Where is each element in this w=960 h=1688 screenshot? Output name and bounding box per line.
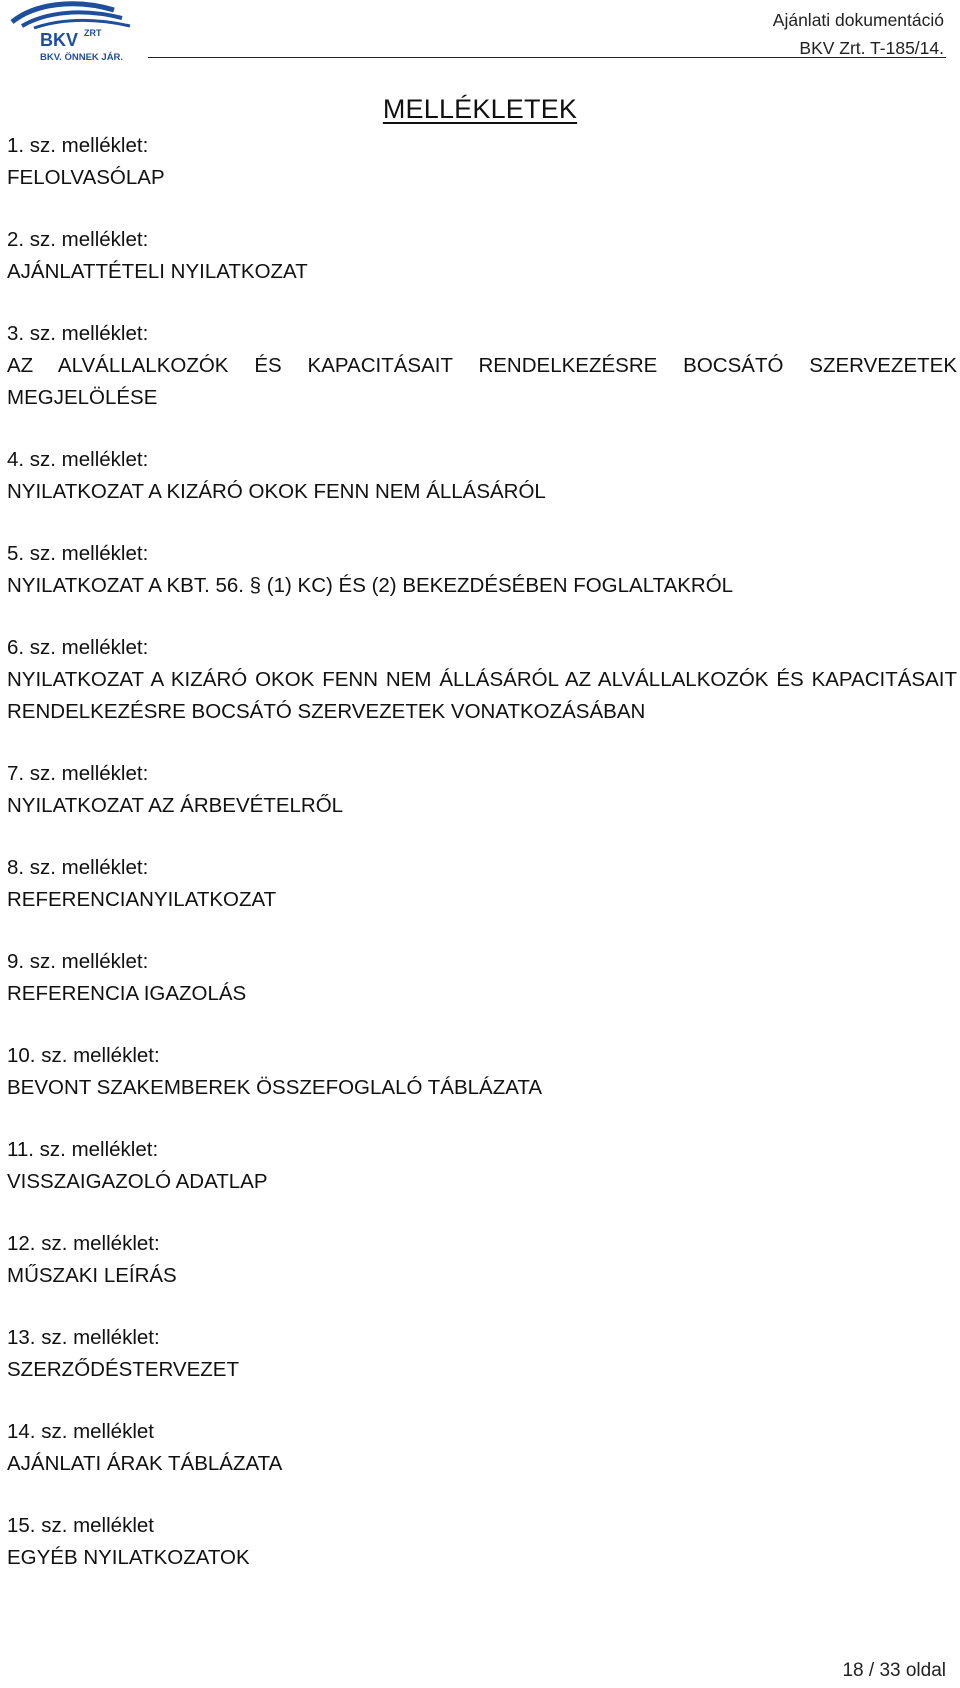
list-item bbox=[7, 1510, 957, 1574]
document-type: Ajánlati dokumentáció bbox=[772, 10, 944, 30]
annex-title: AJÁNLATTÉTELI NYILATKOZAT bbox=[7, 260, 308, 283]
annex-number: 15. sz. melléklet bbox=[7, 1514, 154, 1537]
annex-title: EGYÉB NYILATKOZATOK bbox=[7, 1546, 250, 1569]
annex-number: 2. sz. melléklet: bbox=[7, 228, 149, 251]
list-item bbox=[7, 1228, 957, 1292]
logo-slogan: BKV. ÖNNEK JÁR. bbox=[40, 52, 124, 63]
document-ref-number: BKV Zrt. T-185/14. bbox=[799, 38, 944, 58]
annex-title: AJÁNLATI ÁRAK TÁBLÁZATA bbox=[7, 1452, 283, 1475]
annex-title: NYILATKOZAT A KIZÁRÓ OKOK FENN NEM ÁLLÁSÁRÓL AZ ALVÁLLALKOZÓK ÉS KAPACITÁSAIT RENDELKEZÉSRE BOCSÁTÓ SZERVEZETEK VONATKOZÁSÁBAN bbox=[7, 668, 957, 723]
annex-number: 13. sz. melléklet: bbox=[7, 1326, 160, 1349]
attachment-list bbox=[7, 130, 957, 1604]
list-item bbox=[7, 444, 957, 508]
annex-title: NYILATKOZAT AZ ÁRBEVÉTELRŐL bbox=[7, 794, 344, 817]
list-item bbox=[7, 1134, 957, 1198]
annex-number: 12. sz. melléklet: bbox=[7, 1232, 160, 1255]
header-divider bbox=[148, 57, 946, 58]
annex-title: NYILATKOZAT A KIZÁRÓ OKOK FENN NEM ÁLLÁSÁRÓL bbox=[7, 480, 546, 503]
annex-title: REFERENCIA IGAZOLÁS bbox=[7, 982, 247, 1005]
list-item bbox=[7, 758, 957, 822]
annex-number: 4. sz. melléklet: bbox=[7, 448, 149, 471]
list-item bbox=[7, 946, 957, 1010]
annex-number: 9. sz. melléklet: bbox=[7, 950, 149, 973]
page-title: MELLÉKLETEK bbox=[382, 94, 578, 124]
logo-wordmark: BKV bbox=[40, 30, 79, 50]
page-header bbox=[0, 0, 960, 64]
annex-number: 14. sz. melléklet bbox=[7, 1420, 154, 1443]
annex-number: 6. sz. melléklet: bbox=[7, 636, 149, 659]
annex-number: 10. sz. melléklet: bbox=[7, 1044, 160, 1067]
annex-title: REFERENCIANYILATKOZAT bbox=[7, 888, 277, 911]
list-item bbox=[7, 130, 957, 194]
list-item bbox=[7, 224, 957, 288]
annex-number: 11. sz. melléklet: bbox=[7, 1138, 159, 1161]
page-number: 18 / 33 oldal bbox=[842, 1660, 946, 1681]
list-item bbox=[7, 632, 957, 728]
list-item bbox=[7, 1322, 957, 1386]
annex-title: VISSZAIGAZOLÓ ADATLAP bbox=[7, 1170, 268, 1193]
document-reference bbox=[773, 6, 944, 62]
list-item bbox=[7, 538, 957, 602]
annex-number: 8. sz. melléklet: bbox=[7, 856, 149, 879]
annex-title: FELOLVASÓLAP bbox=[7, 166, 165, 189]
annex-title: MŰSZAKI LEÍRÁS bbox=[7, 1264, 177, 1287]
list-item bbox=[7, 1416, 957, 1480]
annex-title: AZ ALVÁLLALKOZÓK ÉS KAPACITÁSAIT RENDELKEZÉSRE BOCSÁTÓ SZERVEZETEK MEGJELÖLÉSE bbox=[7, 354, 957, 409]
annex-title: SZERZŐDÉSTERVEZET bbox=[7, 1358, 239, 1381]
list-item bbox=[7, 318, 957, 414]
annex-number: 3. sz. melléklet: bbox=[7, 322, 149, 345]
logo-superscript: ZRT bbox=[84, 28, 102, 38]
annex-number: 5. sz. melléklet: bbox=[7, 542, 149, 565]
annex-number: 1. sz. melléklet: bbox=[7, 134, 149, 157]
annex-title: NYILATKOZAT A KBT. 56. § (1) KC) ÉS (2) BEKEZDÉSÉBEN FOGLALTAKRÓL bbox=[7, 574, 734, 597]
list-item bbox=[7, 852, 957, 916]
list-item bbox=[7, 1040, 957, 1104]
bkv-logo bbox=[4, 0, 154, 64]
annex-number: 7. sz. melléklet: bbox=[7, 762, 149, 785]
annex-title: BEVONT SZAKEMBEREK ÖSSZEFOGLALÓ TÁBLÁZATA bbox=[7, 1076, 543, 1099]
